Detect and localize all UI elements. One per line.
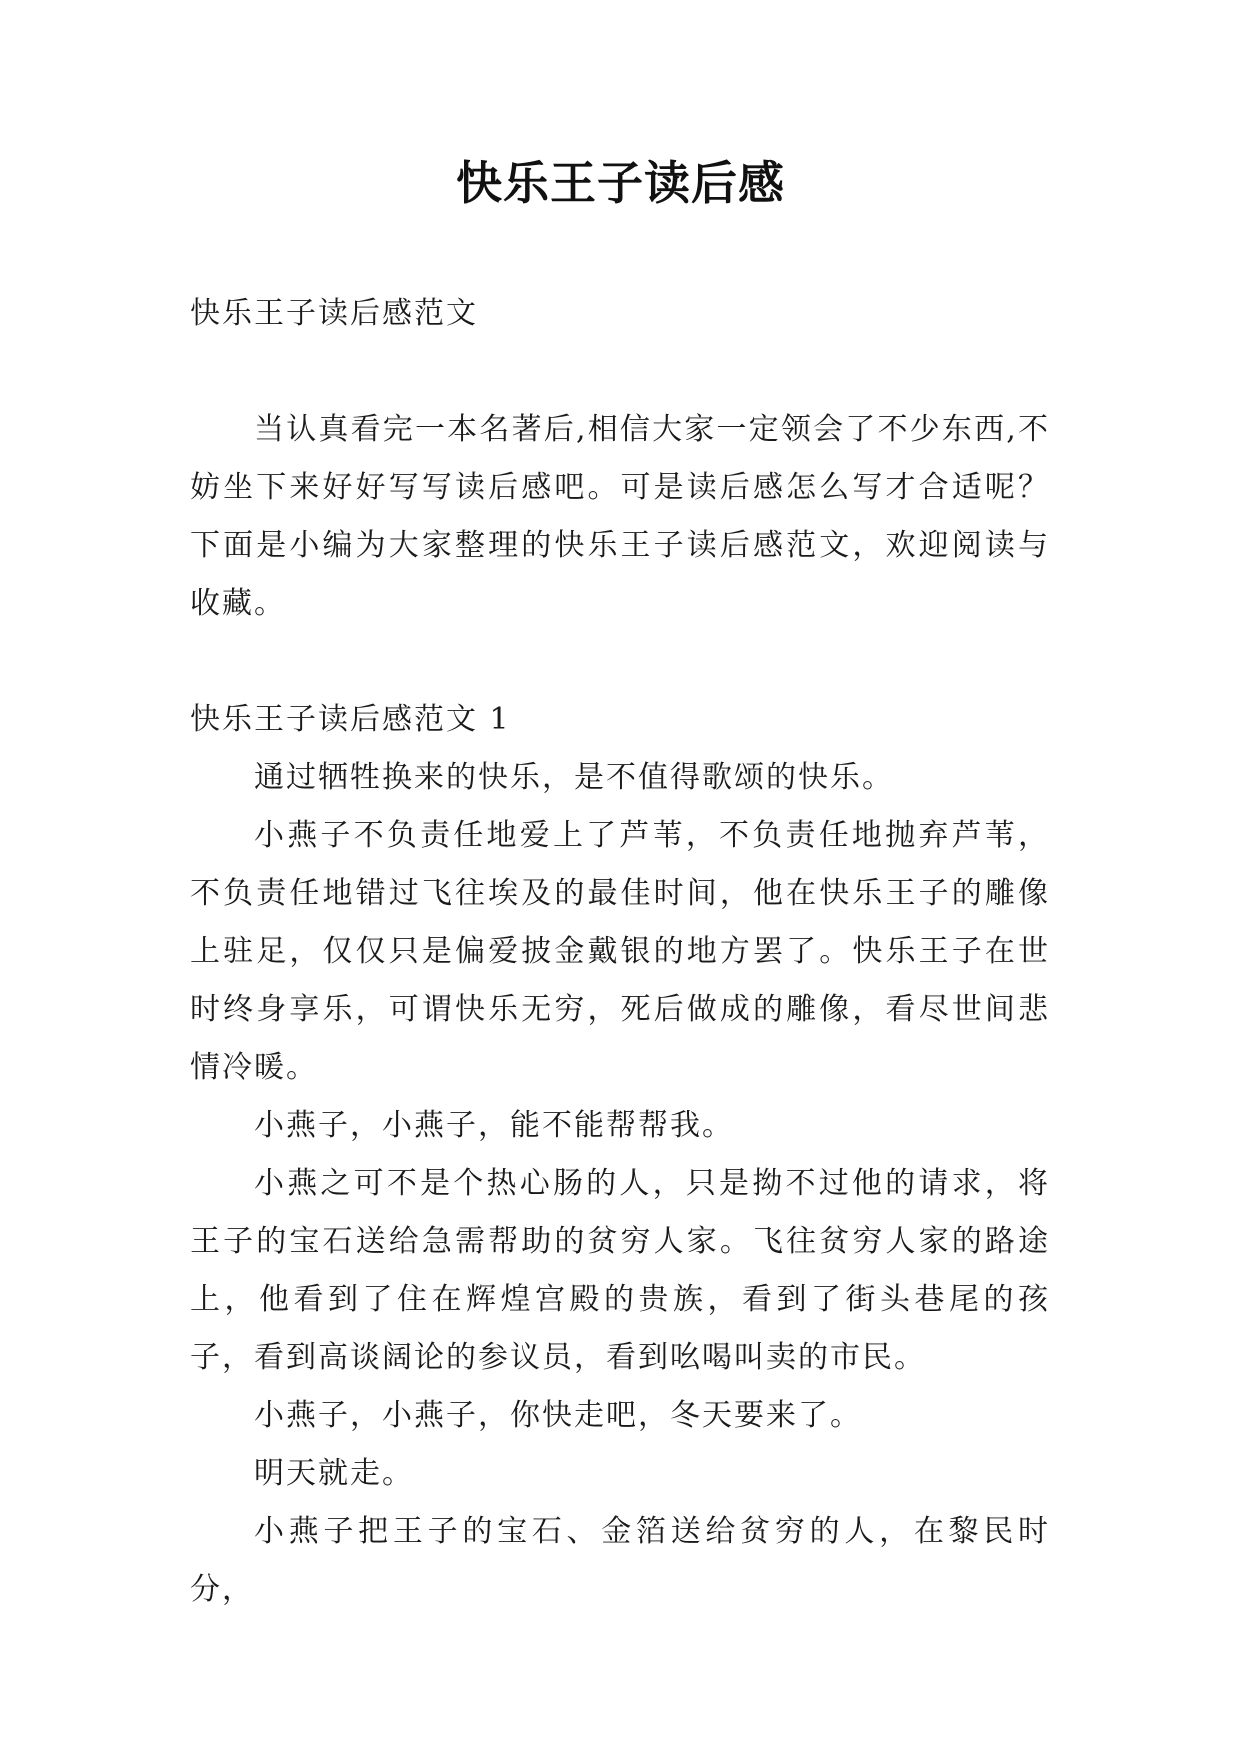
body-paragraph: 小燕之可不是个热心肠的人，只是拗不过他的请求，将王子的宝石送给急需帮助的贫穷人家。飞往贫穷人家的路途上，他看到了住在辉煌宫殿的贵族，看到了街头巷尾的孩子，看到高谈阔论的参议员，看到吆喝叫卖的市民。 — [190, 1166, 1050, 1375]
document-subtitle: 快乐王子读后感范文 — [190, 296, 478, 331]
body-paragraph: 明天就走。 — [254, 1456, 414, 1491]
intro-paragraph: 当认真看完一本名著后,相信大家一定领会了不少东西,不妨坐下来好好写写读后感吧。可是读后感怎么写才合适呢？下面是小编为大家整理的快乐王子读后感范文，欢迎阅读与收藏。 — [190, 412, 1050, 621]
body-paragraph: 小燕子，小燕子，你快走吧，冬天要来了。 — [254, 1398, 862, 1433]
body-paragraph: 通过牺牲换来的快乐，是不值得歌颂的快乐。 — [254, 760, 894, 795]
document-body — [190, 285, 1050, 1619]
body-paragraph: 小燕子把王子的宝石、金箔送给贫穷的人，在黎民时分， — [190, 1514, 1050, 1607]
document-title: 快乐王子读后感 — [456, 156, 785, 210]
section-heading: 快乐王子读后感范文 1 — [190, 702, 511, 737]
body-paragraph: 小燕子不负责任地爱上了芦苇，不负责任地抛弃芦苇，不负责任地错过飞往埃及的最佳时间，他在快乐王子的雕像上驻足，仅仅只是偏爱披金戴银的地方罢了。快乐王子在世时终身享乐，可谓快乐无穷，死后做成的雕像，看尽世间悲情冷暖。 — [190, 818, 1050, 1085]
body-paragraph: 小燕子，小燕子，能不能帮帮我。 — [254, 1108, 734, 1143]
